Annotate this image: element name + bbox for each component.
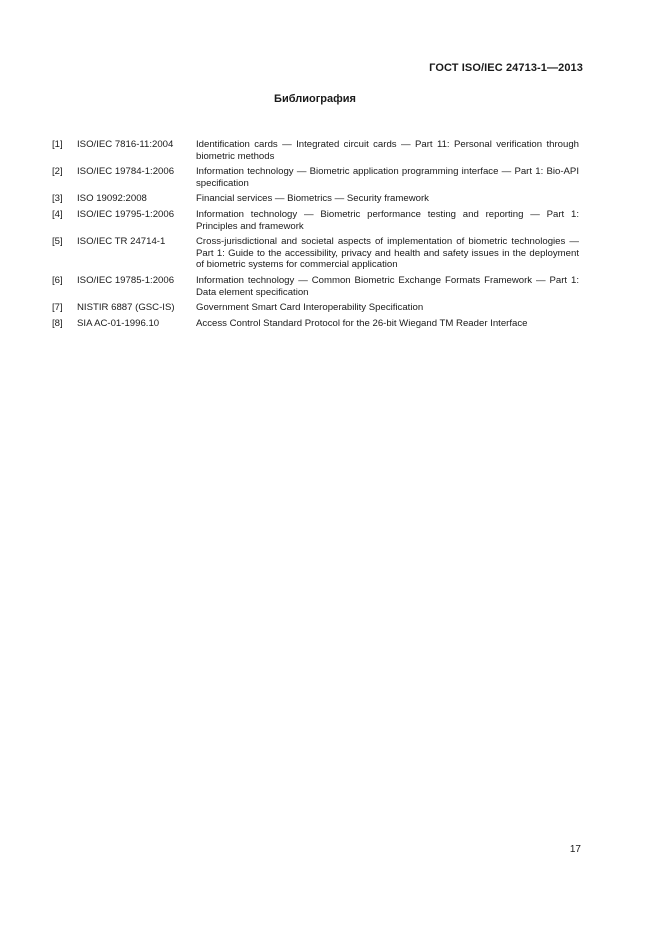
entry-standard-code: ISO/IEC 7816-11:2004 (77, 139, 174, 150)
bibliography-entry-6 (52, 275, 579, 298)
entry-title: Information technology — Biometric application programming interface — Part 1: Bio-API specification (196, 166, 579, 189)
entry-number: [4] (52, 208, 63, 220)
entry-number: [3] (52, 193, 63, 205)
entry-number: [1] (52, 139, 63, 150)
entry-standard-code: ISO/IEC 19784-1:2006 (77, 166, 175, 178)
entry-number: [6] (52, 274, 63, 286)
entry-title: Government Smart Card Interoperability Specification (196, 302, 424, 314)
entry-standard-code: ISO/IEC 19785-1:2006 (77, 274, 175, 286)
bibliography-entry-4 (52, 209, 579, 232)
bibliography-entry-8 (52, 318, 579, 330)
bibliography-list (52, 139, 579, 333)
bibliography-entry-7 (52, 302, 579, 314)
entry-number: [5] (52, 236, 63, 248)
page-number: 17 (569, 844, 581, 855)
entry-number: [8] (52, 317, 63, 329)
entry-number: [7] (52, 302, 63, 314)
entry-number: [2] (52, 166, 63, 178)
entry-title: Identification cards — Integrated circuit cards — Part 11: Personal verification through biometric methods (196, 139, 579, 162)
entry-standard-code: NISTIR 6887 (GSC-IS) (77, 302, 175, 314)
bibliography-entry-2 (52, 166, 579, 189)
entry-title: Access Control Standard Protocol for the 26-bit Wiegand TM Reader Interface (196, 317, 528, 329)
entry-standard-code: ISO/IEC TR 24714-1 (77, 236, 166, 248)
bibliography-entry-5 (52, 236, 579, 271)
entry-standard-code: SIA AC-01-1996.10 (77, 317, 160, 329)
bibliography-entry-1 (52, 139, 579, 162)
entry-title: Cross-jurisdictional and societal aspects of implementation of biometric technologies — Part 1: Guide to the accessibility, privacy and health and safety issues in the deployment of biometric systems for commercial application (196, 236, 579, 271)
entry-title: Information technology — Common Biometric Exchange Formats Framework — Part 1: Data element specification (196, 274, 579, 298)
entry-standard-code: ISO 19092:2008 (77, 193, 147, 205)
entry-title: Information technology — Biometric performance testing and reporting — Part 1: Principles and framework (196, 208, 579, 232)
entry-title: Financial services — Biometrics — Security framework (196, 193, 429, 205)
standard-code-header: ГОСТ ISO/IEC 24713-1—2013 (429, 62, 583, 74)
bibliography-entry-3 (52, 193, 579, 205)
section-title-bibliography: Библиография (274, 93, 356, 105)
entry-standard-code: ISO/IEC 19795-1:2006 (77, 208, 175, 220)
